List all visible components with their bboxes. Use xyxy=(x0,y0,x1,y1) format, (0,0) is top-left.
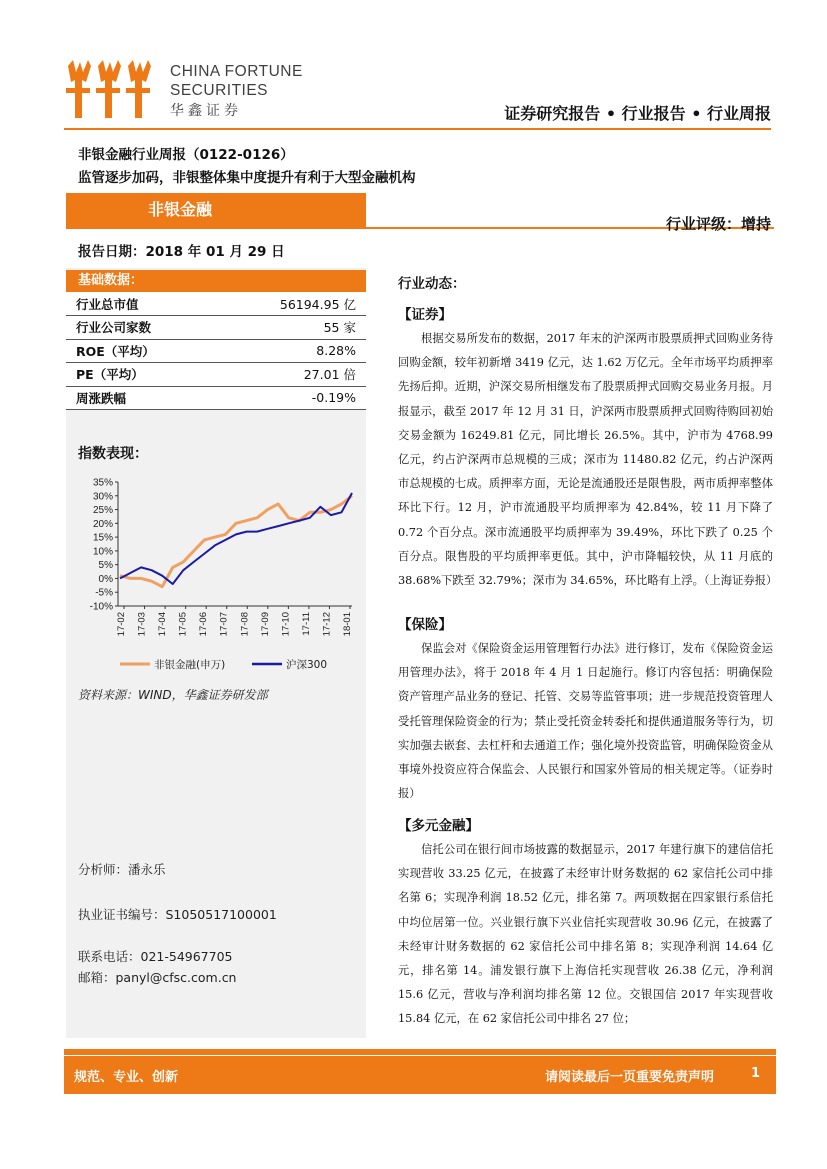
row-label: ROE（平均） xyxy=(66,339,218,363)
basic-data-header: 基础数据： xyxy=(66,270,366,292)
y-tick-label: 25% xyxy=(92,505,113,517)
x-tick-label: 17-11 xyxy=(300,612,312,636)
row-label: 行业公司家数 xyxy=(66,316,218,340)
section-text-insurance: 保监会对《保险资金运用管理暂行办法》进行修订，发布《保险资金运用管理办法》，将于 2018 年 4 月 1 日起施行。修订内容包括：明确保险资产管理产品业务的登记、托管、交易等监管事项；进一步规范投资管理人受托管理保险资金的行为；禁止受托资金转委托和提供通道服务等行为，切实加强去嵌套、去杠杆和去通道工作；强化境外投资监管，明确保险资金从事境外投资应符合保监会、人民银行和国家外管局的相关规定等。（证券时报） xyxy=(398,642,773,801)
analyst-email: 邮箱：panyl@cfsc.com.cn xyxy=(78,970,237,985)
industry-rating: 行业评级：增持 xyxy=(665,215,771,233)
y-tick-label: 5% xyxy=(98,560,113,572)
y-tick-label: 15% xyxy=(92,532,113,544)
section-text-diversified: 信托公司在银行间市场披露的数据显示，2017 年建行旗下的建信信托实现营收 33.25 亿元，在披露了未经审计财务数据的 62 家信托公司中排名第 6；实现净利润 18.52 亿元，排名第 7。两项数据在四家银行系信托中均位居第一位。兴业银行旗下兴业信托实现营收 30.96 亿元，在披露了未经审计财务数据的 62 家信托公司中排名第 8；实现净利润 14.64 亿元，排名第 14。浦发银行旗下上海信托实现营收 26.38 亿元，净利润 15.6 亿元，营收与净利润均排名第 12 位。交银国信 2017 年实现营收 15.84 亿元，在 62 家信托公司中排名 27 位； xyxy=(398,843,773,1026)
logo-text-cn: 华鑫证券 xyxy=(170,103,242,119)
x-tick-label: 17-10 xyxy=(280,612,292,637)
report-subtitle: 监管逐步加码，非银整体集中度提升有利于大型金融机构 xyxy=(78,170,416,186)
y-tick-label: 10% xyxy=(92,546,113,558)
row-label: 周涨跌幅 xyxy=(66,386,218,410)
header-divider xyxy=(64,128,771,130)
index-performance-title: 指数表现： xyxy=(78,446,148,462)
analyst-name: 分析师：潘永乐 xyxy=(78,862,166,877)
y-tick-label: 35% xyxy=(92,477,113,489)
basic-data-table xyxy=(66,292,366,410)
row-value: 56194.95 亿 xyxy=(218,292,366,316)
row-label: PE（平均） xyxy=(66,363,218,387)
table-row xyxy=(66,339,366,363)
logo-text-line1: CHINA FORTUNE xyxy=(170,63,303,80)
table-row xyxy=(66,386,366,410)
china-fortune-logo-icon xyxy=(64,58,160,120)
x-tick-label: 17-12 xyxy=(321,612,333,637)
analyst-phone: 联系电话：021-54967705 xyxy=(78,949,233,964)
x-tick-label: 17-03 xyxy=(136,612,148,637)
section-label-insurance: 【保险】 xyxy=(398,617,452,633)
section-label-diversified: 【多元金融】 xyxy=(398,818,479,834)
legend-label-hs300: 沪深300 xyxy=(286,659,328,671)
y-tick-label: -10% xyxy=(89,601,113,613)
page-number: 1 xyxy=(750,1066,760,1081)
table-row xyxy=(66,316,366,340)
table-row xyxy=(66,292,366,316)
x-tick-label: 17-05 xyxy=(177,612,189,637)
y-tick-label: 20% xyxy=(92,518,113,530)
legend-label-nonbank: 非银金融(申万) xyxy=(154,659,226,671)
row-label: 行业总市值 xyxy=(66,292,218,316)
basic-data-box xyxy=(66,270,366,410)
row-value: -0.19% xyxy=(218,386,366,410)
section-label-securities: 【证券】 xyxy=(398,307,452,323)
footer-disclaimer: 请阅读最后一页重要免责声明 xyxy=(544,1070,714,1085)
company-logo xyxy=(64,58,314,124)
x-tick-label: 17-02 xyxy=(116,612,127,637)
sector-label: 非银金融 xyxy=(66,193,366,227)
y-tick-label: -5% xyxy=(95,587,113,599)
x-tick-label: 17-09 xyxy=(259,612,271,637)
x-tick-label: 17-07 xyxy=(218,612,230,637)
report-date: 报告日期：2018 年 01 月 29 日 xyxy=(78,244,285,260)
row-value: 8.28% xyxy=(218,339,366,363)
logo-text-line2: SECURITIES xyxy=(170,82,269,99)
page-footer xyxy=(64,1049,776,1094)
chart-source: 资料来源：WIND，华鑫证券研发部 xyxy=(78,688,268,702)
header-title: 证券研究报告 • 行业报告 • 行业周报 xyxy=(504,104,771,123)
industry-dynamics-heading: 行业动态： xyxy=(398,276,466,292)
index-performance-chart xyxy=(76,474,366,679)
analyst-license: 执业证书编号：S1050517100001 xyxy=(78,907,277,922)
y-tick-label: 30% xyxy=(92,491,113,503)
x-tick-label: 17-04 xyxy=(157,612,169,637)
x-tick-label: 18-01 xyxy=(342,612,353,637)
series-line-hs300 xyxy=(120,493,352,584)
row-value: 55 家 xyxy=(218,316,366,340)
table-row xyxy=(66,363,366,387)
y-tick-label: 0% xyxy=(98,573,113,585)
footer-divider xyxy=(64,1055,776,1056)
section-text-securities: 根据交易所发布的数据，2017 年末的沪深两市股票质押式回购业务待回购金额，较年初新增 3419 亿元，达 1.62 万亿元。全年市场平均质押率先扬后抑。近期，沪深交易所相继发布了股票质押式回购交易业务月报。月报显示，截至 2017 年 12 月 31 日，沪深两市股票质押式回购待购回初始交易金额为 16249.81 亿元，同比增长 26.5%。其中，沪市为 4768.99 亿元，约占沪深两市总规模的三成；深市为 11480.82 亿元，约占沪深两市总规模的七成。质押率方面，无论是流通股还是限售股，两市质押率整体环比下行。12 月，沪市流通股平均质押率为 42.84%，较 11 月下降了 0.72 个百分点。深市流通股平均质押率为 39.49%，环比下跌了 0.25 个百分点。限售股的平均质押率更低。其中，沪市降幅较快，从 11 月底的 38.68%下跌至 32.79%；深市为 34.65%，环比略有上浮。（上海证券报） xyxy=(398,332,778,588)
x-tick-label: 17-06 xyxy=(198,612,210,637)
x-tick-label: 17-08 xyxy=(239,612,251,637)
footer-slogan: 规范、专业、创新 xyxy=(74,1070,179,1085)
report-title: 非银金融行业周报（0122-0126） xyxy=(78,147,294,163)
row-value: 27.01 倍 xyxy=(218,363,366,387)
